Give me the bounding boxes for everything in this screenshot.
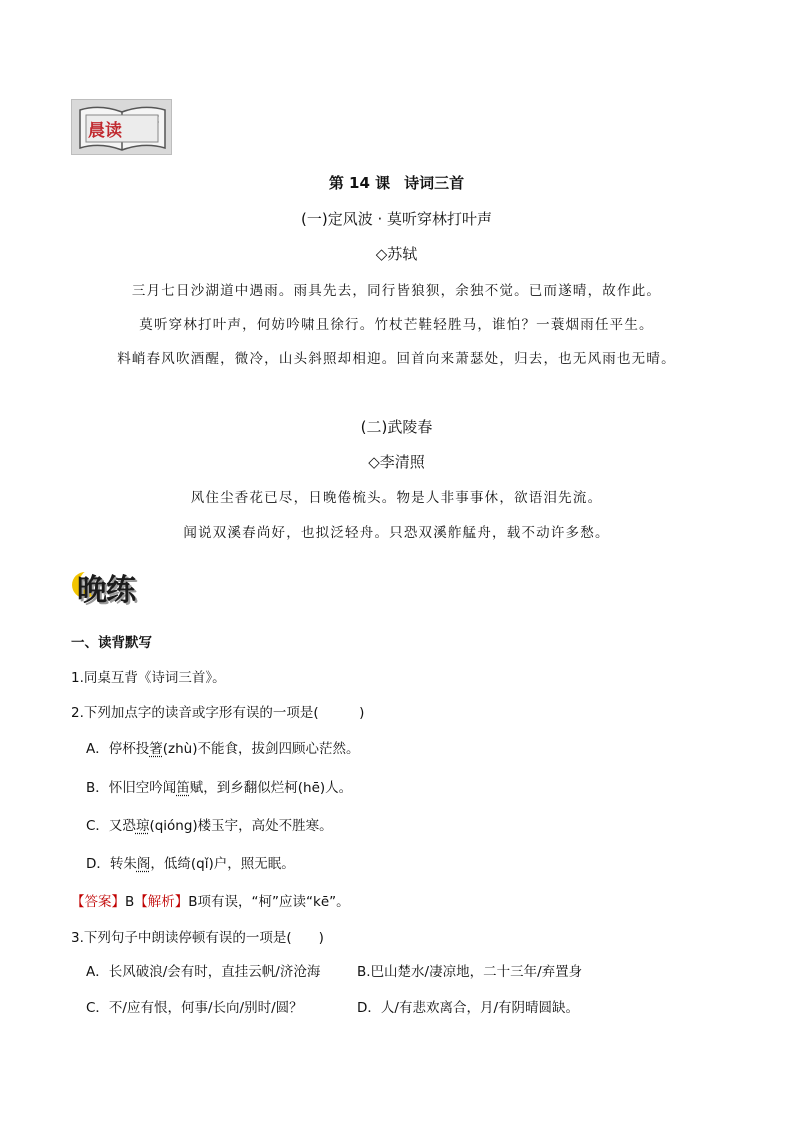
question-2-stem: 2.下列加点字的读音或字形有误的一项是( ) <box>71 705 365 721</box>
poem-2-title: (二)武陵春 <box>360 418 433 436</box>
lesson-name: 诗词三首 <box>404 174 465 192</box>
morning-logo-text <box>88 115 156 141</box>
dotted-char: 箸 <box>149 741 163 757</box>
analysis-tag: 【解析】 <box>134 894 189 910</box>
option-text: B．怀旧空吟闻 <box>86 780 177 796</box>
morning-reading-logo <box>71 99 172 155</box>
morning-logo-char: 晨读 <box>88 120 122 141</box>
poem-2-line: 闻说双溪春尚好，也拟泛轻舟。只恐双溪舴艋舟，载不动许多愁。 <box>183 525 610 541</box>
question-2-answer <box>71 890 350 910</box>
answer-letter: B <box>125 894 135 910</box>
dotted-char: 笛 <box>176 780 190 796</box>
question-3-option-c: C．不/应有恨，何事/长向/别时/圆？ <box>86 1000 303 1016</box>
option-text: (zhù)不能食，拔剑四顾心茫然。 <box>162 741 360 757</box>
question-3-option-d: D．人/有悲欢离合，月/有阴晴圆缺。 <box>357 1000 579 1016</box>
question-2-option-a <box>86 737 359 757</box>
option-text: D．转朱 <box>86 856 137 872</box>
analysis-text: B项有误，“柯”应读“kē”。 <box>188 894 350 910</box>
poem-2-line: 风住尘香花已尽，日晚倦梳头。物是人非事事休，欲语泪先流。 <box>190 490 603 506</box>
poem-1-line: 莫听穿林打叶声，何妨吟啸且徐行。竹杖芒鞋轻胜马，谁怕？一蓑烟雨任平生。 <box>139 317 654 333</box>
option-text: (qióng)楼玉宇，高处不胜寒。 <box>149 818 333 834</box>
question-3-option-b: B.巴山楚水/凄凉地，二十三年/弃置身 <box>357 964 583 980</box>
lesson-number: 第 14 课 <box>328 174 391 192</box>
section-heading: 一、读背默写 <box>71 635 152 651</box>
question-3-stem: 3.下列句子中朗读停顿有误的一项是( ) <box>71 930 324 946</box>
option-text: C．又恐 <box>86 818 136 834</box>
evening-logo-text: 晚练 <box>77 573 135 608</box>
dotted-char: 琼 <box>135 818 150 834</box>
poem-1-title: (一)定风波 · 莫听穿林打叶声 <box>300 210 492 228</box>
answer-tag: 【答案】 <box>71 894 125 910</box>
question-1: 1.同桌互背《诗词三首》。 <box>71 670 226 686</box>
question-2-option-c <box>86 814 333 834</box>
option-text: 赋，到乡翻似烂柯(hē)人。 <box>189 780 353 796</box>
lesson-title <box>0 172 793 193</box>
dotted-char: 阁 <box>136 856 151 872</box>
evening-practice-logo <box>71 563 175 611</box>
poem-1-line: 三月七日沙湖道中遇雨。雨具先去，同行皆狼狈，余独不觉。已而遂晴，故作此。 <box>131 283 662 299</box>
poem-1-poet: ◇苏轼 <box>375 245 418 263</box>
option-text: ，低绮(qǐ)户，照无眠。 <box>150 856 295 872</box>
question-2-option-d <box>86 852 295 872</box>
question-3-option-a: A．长风破浪/会有时，直挂云帆/济沧海 <box>86 964 321 980</box>
poem-1-line: 料峭春风吹酒醒，微冷，山头斜照却相迎。回首向来萧瑟处，归去，也无风雨也无晴。 <box>117 351 676 367</box>
poem-2-poet: ◇李清照 <box>368 453 425 471</box>
question-2-option-b <box>86 776 352 796</box>
option-text: A．停杯投 <box>86 741 150 757</box>
